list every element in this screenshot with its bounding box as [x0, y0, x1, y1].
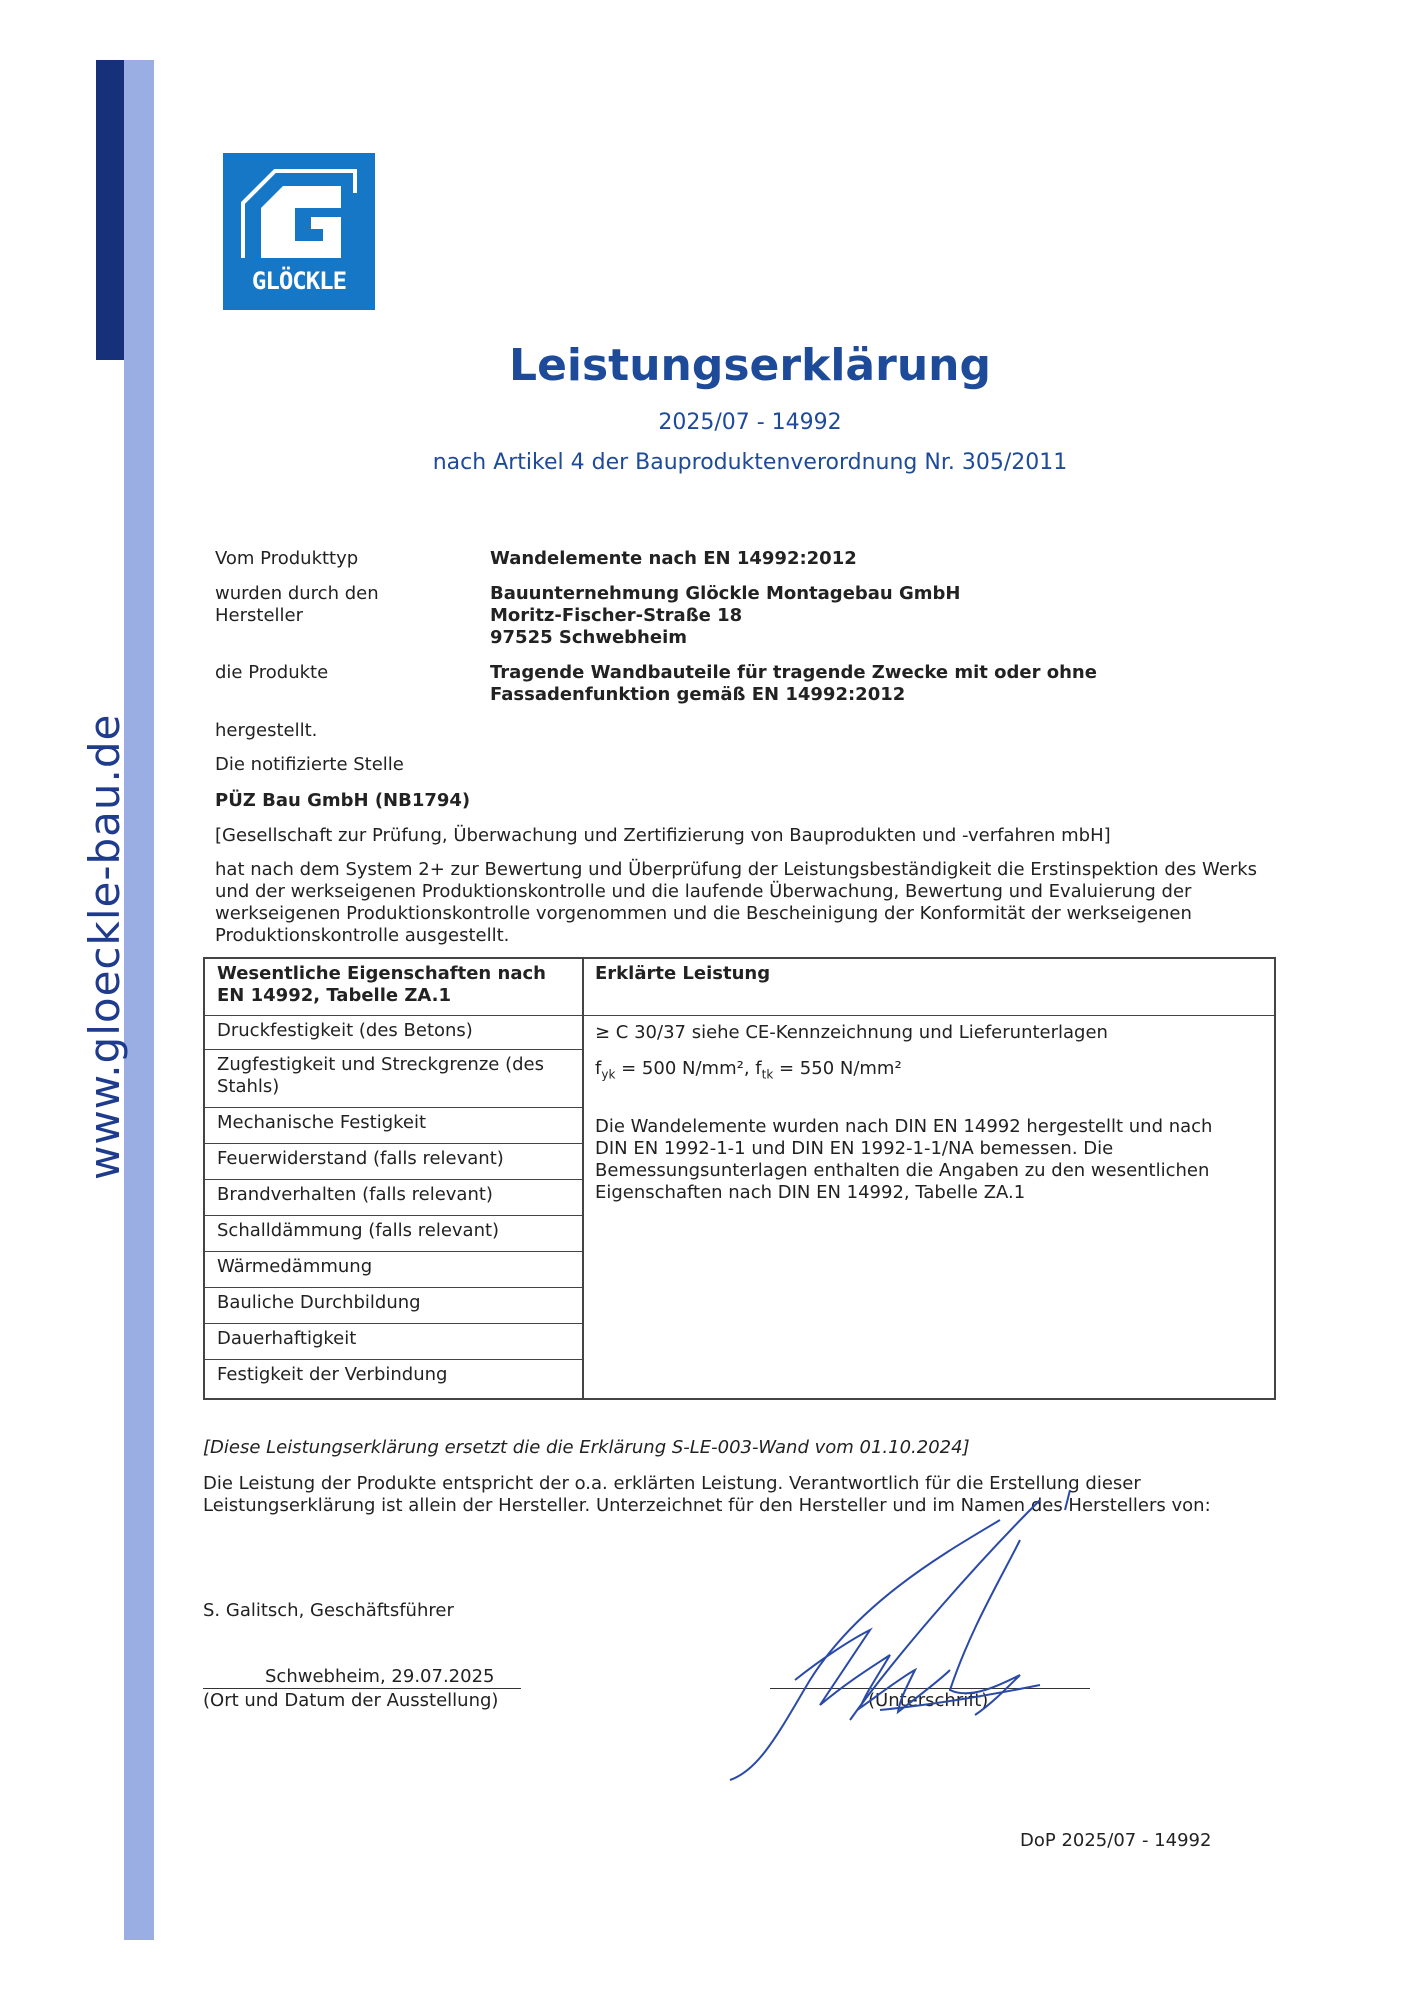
- header-right: Erklärte Leistung: [595, 963, 771, 984]
- property-cell: Festigkeit der Verbindung: [217, 1364, 448, 1385]
- property-cell: Zugfestigkeit und Streckgrenze (des: [217, 1054, 544, 1075]
- property-cell: Schalldämmung (falls relevant): [217, 1220, 500, 1241]
- signature-label: (Unterschrift): [868, 1690, 989, 1711]
- made-text: hergestellt.: [215, 720, 318, 741]
- declaration-number: 2025/07 - 14992: [658, 410, 842, 435]
- notified-body-full: [Gesellschaft zur Prüfung, Überwachung und Zertifizierung von Bauprodukten und -verfahren mbH]: [215, 825, 1111, 846]
- property-cell: Druckfestigkeit (des Betons): [217, 1020, 473, 1041]
- table-divider: [582, 959, 584, 1398]
- products-line-2: Fassadenfunktion gemäß EN 14992:2012: [490, 684, 906, 705]
- signature-icon: [700, 1480, 1120, 1790]
- performance-text-1: Die Wandelemente wurden nach DIN EN 14992 hergestellt und nach: [595, 1116, 1213, 1137]
- place-date-label: (Ort und Datum der Ausstellung): [203, 1690, 499, 1711]
- page-title: Leistungserklärung: [509, 340, 991, 391]
- signer-name: S. Galitsch, Geschäftsführer: [203, 1600, 454, 1621]
- notified-label: Die notifizierte Stelle: [215, 754, 404, 775]
- performance-text-3: Bemessungsunterlagen enthalten die Angaben zu den wesentlichen: [595, 1160, 1210, 1181]
- products-line-1: Tragende Wandbauteile für tragende Zwecke mit oder ohne: [490, 662, 1097, 683]
- table-row: [205, 1252, 582, 1288]
- product-type-label: Vom Produkttyp: [215, 548, 359, 569]
- system-text-2: und der werkseigenen Produktionskontrolle und die laufende Überwachung, Bewertung und Evaluierung der: [215, 881, 1192, 902]
- property-cell: Mechanische Festigkeit: [217, 1112, 427, 1133]
- website-url[interactable]: www.gloeckle-bau.de: [80, 713, 129, 1180]
- table-row: [205, 1108, 582, 1144]
- regulation-subtitle: nach Artikel 4 der Bauproduktenverordnung Nr. 305/2011: [432, 450, 1068, 475]
- table-row: [205, 1288, 582, 1324]
- table-row: [205, 1144, 582, 1180]
- notified-body-name: PÜZ Bau GmbH (NB1794): [215, 790, 471, 811]
- sidebar-stripe-notch: [96, 300, 124, 360]
- place-date-line: [203, 1688, 521, 1689]
- performance-concrete: ≥ C 30/37 siehe CE-Kennzeichnung und Lieferunterlagen: [595, 1022, 1108, 1043]
- system-text-3: werkseigenen Produktionskontrolle vorgenommen und die Bescheinigung der Konformität der werkseigenen: [215, 903, 1192, 924]
- table-row: [205, 1050, 582, 1108]
- logo-text: GLÖCKLE: [251, 267, 347, 295]
- manufacturer-label-2: Hersteller: [215, 605, 303, 626]
- property-cell: Brandverhalten (falls relevant): [217, 1184, 493, 1205]
- table-row: [205, 1216, 582, 1252]
- property-cell-cont: Stahls): [217, 1076, 280, 1097]
- product-type-value: Wandelemente nach EN 14992:2012: [490, 548, 857, 569]
- table-row: [205, 1324, 582, 1360]
- dop-reference: DoP 2025/07 - 14992: [1020, 1830, 1212, 1851]
- manufacturer-name: Bauunternehmung Glöckle Montagebau GmbH: [490, 583, 961, 604]
- company-logo: [223, 153, 375, 310]
- property-cell: Bauliche Durchbildung: [217, 1292, 421, 1313]
- manufacturer-label-1: wurden durch den: [215, 583, 379, 604]
- system-text-1: hat nach dem System 2+ zur Bewertung und Überprüfung der Leistungsbeständigkeit die Erstinspektion des Werks: [215, 859, 1258, 880]
- manufacturer-street: Moritz-Fischer-Straße 18: [490, 605, 743, 626]
- header-left-line-2: EN 14992, Tabelle ZA.1: [217, 985, 452, 1006]
- property-cell: Wärmedämmung: [217, 1256, 373, 1277]
- performance-text-2: DIN EN 1992-1-1 und DIN EN 1992-1-1/NA bemessen. Die: [595, 1138, 1114, 1159]
- performance-table: [203, 957, 1276, 1400]
- replacement-note: [Diese Leistungserklärung ersetzt die die Erklärung S-LE-003-Wand vom 01.10.2024]: [203, 1437, 970, 1458]
- statement-line-2: Leistungserklärung ist allein der Hersteller. Unterzeichnet für den Hersteller und im Namen des Herstellers von:: [203, 1495, 1211, 1516]
- table-row: [205, 1016, 582, 1050]
- property-cell: Dauerhaftigkeit: [217, 1328, 357, 1349]
- performance-text-4: Eigenschaften nach DIN EN 14992, Tabelle ZA.1: [595, 1182, 1026, 1203]
- header-left-line-1: Wesentliche Eigenschaften nach: [217, 963, 546, 984]
- performance-steel: $f_{yk} = 500$ N/mm², $f_{tk} = 550$ N/mm²: [595, 1058, 902, 1082]
- property-cell: Feuerwiderstand (falls relevant): [217, 1148, 504, 1169]
- place-date: Schwebheim, 29.07.2025: [265, 1666, 495, 1687]
- table-row: [205, 1180, 582, 1216]
- table-row: [205, 1360, 582, 1398]
- statement-line-1: Die Leistung der Produkte entspricht der o.a. erklärten Leistung. Verantwortlich für die Erstellung dieser: [203, 1473, 1141, 1494]
- manufacturer-city: 97525 Schwebheim: [490, 627, 688, 648]
- system-text-4: Produktionskontrolle ausgestellt.: [215, 925, 510, 946]
- products-label: die Produkte: [215, 662, 329, 683]
